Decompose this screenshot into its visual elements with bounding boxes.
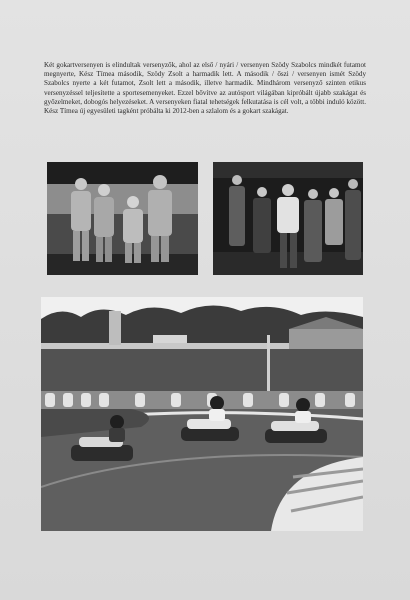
team-photo-right-image: [213, 162, 363, 275]
body-paragraph: Két gokartversenyen is elindultak versenyzők, ahol az első / nyári / versenyen Szödy Szabolcs mindkét futamot megnyerte, Kész Tímea második, Szödy Zsolt a harmadik lett. A második / őszi / versenyen ismét Szödy Szabolcs nyerte a két futamot, Zsolt lett a második, illetve harmadik. Mindhárom versenyző szinten etikus versenyzéssel teljesítette a sportesemenyeket. Ezzel bővítve az autósport világában kipróbált újabb szakágat és győzelmeket, dobogós helyezéseket. A versenyeken fiatal tehetségek felkutatása is cél volt, a többi induló között. Kész Tímea új egyesületi tagként próbálta ki 2012-ben a szlalom és a gokart szakágat.: [44, 61, 366, 116]
karting-race-photo: [41, 297, 363, 531]
team-photo-right: [213, 162, 363, 275]
team-photo-left: [47, 162, 198, 275]
karting-race-photo-image: [41, 297, 363, 531]
team-photo-left-image: [47, 162, 198, 275]
